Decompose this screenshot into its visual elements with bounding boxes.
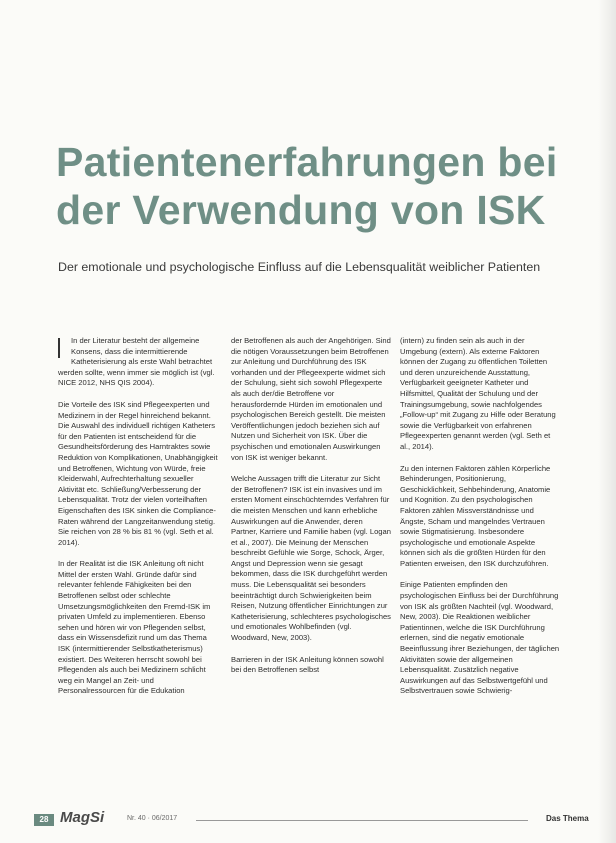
paragraph: (intern) zu finden sein als auch in der Umgebung (extern). Als externe Faktoren können der Zugang zu öffentlichen Toiletten und deren unzureichende Ausstattung, Verfügbarkeit geeigneter Katheter und Hilfsmittel, Qualität der Schulung und der Trainingsumgebung, sowie nachfolgendes „Follow-up“ mit Zugang zu Hilfe oder Beratung sowie die Verfügbarkeit von erfahrenen Pflegeexperten genannt werden (vgl. Seth et al., 2014).	[400, 336, 556, 451]
text-column-3	[400, 336, 560, 708]
paragraph: Einige Patienten empfinden den psychologischen Einfluss bei der Durchführung von ISK als größten Nachteil (vgl. Woodward, New, 2003). Die Reaktionen weiblicher Patientinnen, welche die ISK Durchführung erlernen, sind die negativ emotionale Beeinflussung ihrer Beziehungen, der täglichen Aktivitäten sowie der allgemeinen Lebensqualität. Zusätzlich negative Auswirkungen auf das Selbstwertgefühl und Selbstvertrauen sowie Schwierig-	[400, 580, 560, 696]
paragraph: In der Literatur besteht der allgemeine Konsens, dass die intermittierende Katheterisierung als erste Wahl betrachtet werden sollte, wenn immer sie möglich ist (vgl. NICE 2012, NHS QIS 2004).	[58, 336, 215, 388]
paragraph: Welche Aussagen trifft die Literatur zur Sicht der Betroffenen? ISK ist ein invasives und im ersten Moment einschüchterndes Verfahren für die meisten Menschen und kann erhebliche Auswirkungen auf die Anwender, deren Partner, Karriere und Familie haben (vgl. Logan et al., 2007). Die Meinung der Menschen beschreibt Gefühle wie Sorge, Schock, Ärger, Angst und Depression wenn sie gesagt bekommen, dass die ISK durchgeführt werden muss. Die Lebensqualität sei besonders beeinträchtigt durch Schwierigkeiten beim Reisen, Nutzung öffentlicher Einrichtungen zur Katheterisierung, schlechteres psychologisches und emotionales Wohlbefinden (vgl. Woodward, New, 2003).	[231, 474, 391, 643]
page-number: 28	[34, 814, 54, 826]
footer-rule	[196, 820, 528, 821]
text-column-1	[58, 336, 218, 708]
magazine-name: MagSi	[60, 809, 105, 826]
article-title: Patientenerfahrungen bei der Verwendung von ISK	[56, 139, 558, 233]
paragraph: Zu den internen Faktoren zählen Körperliche Behinderungen, Positionierung, Geschicklichkeit, Sehbehinderung, Anatomie und Kognition. Zu den psychologischen Faktoren zählen Missverständnisse und Ängste, Scham und mangelndes Vertrauen sowie Stigmatisierung. Insbesondere psychologische und emotionale Aspekte können sich als die größten Hürden für den Patienten erweisen, den ISK durchzuführen.	[400, 463, 551, 568]
paragraph: Barrieren in der ISK Anleitung können sowohl bei den Betroffenen selbst	[231, 654, 384, 675]
section-label: Das Thema	[546, 814, 589, 823]
text-column-2	[231, 336, 391, 687]
page-edge-shadow	[598, 0, 616, 843]
paragraph: In der Realität ist die ISK Anleitung oft nicht Mittel der ersten Wahl. Gründe dafür sind relevanter fehlende Fähigkeiten bei den Betroffenen selbst oder schlechte Umsetzungsmöglichkeiten den Fremd-ISK im privaten Umfeld zu implementieren. Ebenso sehen und hören wir von Pflegenden selbst, dass ein Wissensdefizit rund um das Thema ISK (intermittierender Selbstkatheterismus) existiert. Des Weiteren herrscht sowohl bei Pflegenden als auch bei Medizinern schlicht weg ein Mangel an Zeit- und Personalressourcen für die Edukation	[58, 559, 211, 696]
issue-label: Nr. 40 · 06/2017	[127, 815, 178, 822]
drop-cap-marker	[58, 338, 66, 358]
paragraph: der Betroffenen als auch der Angehörigen. Sind die nötigen Voraussetzungen beim Betroffenen zur Anleitung und Durchführung des ISK vorhanden und der Pflegeexperte widmet sich der Schulung, sieht sich sowohl Pflegexperte als auch der/die Betroffene vor herausfordernde Hürden im emotionalen und psychologischen Bereich gestellt. Die meisten Veröffentlichungen jedoch beziehen sich auf Nutzen und Sicherheit von ISK. Über die psychischen und emotionalen Auswirkungen von ISK ist weniger bekannt.	[231, 336, 391, 462]
article-subtitle: Der emotionale und psychologische Einfluss auf die Lebensqualität weiblicher Patienten	[58, 260, 541, 274]
paragraph: Die Vorteile des ISK sind Pflegeexperten und Medizinern in der Regel hinreichend bekannt. Die Auswahl des individuell richtigen Katheters für den Patienten ist entscheidend für die Gesundheitsförderung des Harntraktes sowie Reduktion von Komplikationen, Unabhängigkeit und Betroffenen, Wichtung von Würde, freie Kleiderwahl, Aufrechterhaltung sexueller Aktivität etc. Schließung/Verbesserung der Lebensqualität. Trotz der vielen vorteilhaften Eigenschaften des ISK sinken die Compliance-Raten während der Langzeitanwendung stetig. Sie reichen von 28 % bis 81 % (vgl. Seth et al. 2014).	[58, 399, 218, 547]
page-footer	[0, 808, 616, 832]
